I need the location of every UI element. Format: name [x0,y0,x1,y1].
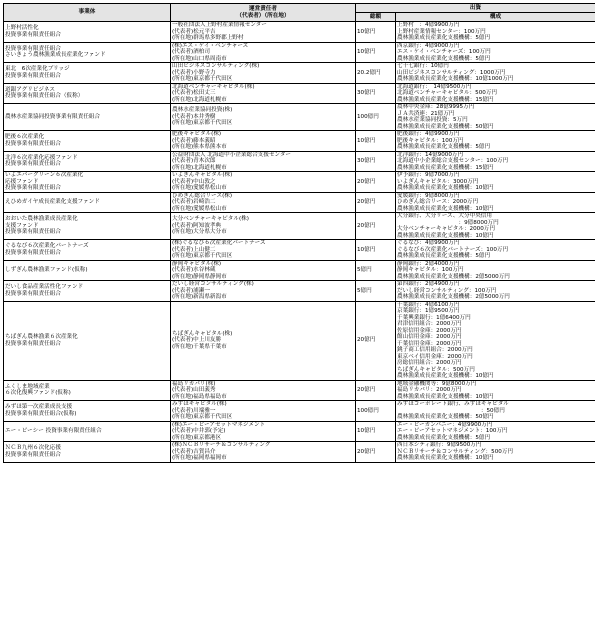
fund-name-cell-line: さいきょう農林漁業成長産業化ファンド [5,52,106,59]
gp-cell-line: (株)エー・ビーアセットマネジメント [172,421,266,428]
gp-cell [171,421,356,442]
composition-cell-line: エス・ケイ・ベンチャーズ：100万円 [397,49,491,55]
total-cell [356,42,396,63]
table-row [4,301,596,380]
composition-cell-line: 千葉信用金庫：2000万円 [397,340,462,347]
composition-cell-line: 房総信用組合：2000万円 [397,360,462,366]
composition-cell-line: 農林水産業協同投資：5万円 [397,117,468,123]
total-cell-value: 100億円 [357,113,379,120]
gp-cell [171,281,356,302]
fund-name-cell [4,421,171,442]
fund-name-cell [4,42,171,63]
composition-cell-line: 農林漁業成長産業化支援機構：5億円 [397,55,491,62]
fund-name-cell-line: 肥後６次産業化 [5,134,45,141]
total-cell-value: 5億円 [357,287,372,294]
total-cell [356,83,396,104]
gp-cell [171,380,356,401]
composition-cell [396,63,596,84]
table-row [4,421,596,442]
gp-cell-line: (代表者)青木次郎 [172,158,216,164]
composition-cell-line: 農林漁業成長産業化支援機構：10億円 [397,232,494,239]
table-row [4,260,596,281]
total-cell [356,301,396,380]
gp-cell-line: (所在地)東京都千代田区 [172,253,233,259]
gp-cell-line: 山田ビジネスコンサルティング(株) [172,63,260,69]
composition-cell-line: ぐるなび６次産業化パートナーズ：100万円 [397,246,509,253]
total-cell [356,380,396,401]
total-cell [356,104,396,131]
total-cell-value: 20.2億円 [357,69,381,76]
fund-name-cell-line: 投資事業有限責任組合 [5,140,61,147]
gp-cell-line: だいし経営コンサルティング(株) [172,281,254,287]
total-cell-value: 10億円 [357,28,376,35]
composition-cell-line: 君津信用組合：2000万円 [397,321,462,327]
composition-cell-line: ＪＡ共済連：21億万円 [397,110,455,117]
composition-cell-line: 西日本シティ銀行：9億9500万円 [397,442,482,448]
fund-name-cell-line: エー・ビーシー 投資事業有限責任組合 [5,428,102,434]
total-cell [356,63,396,84]
fund-name-cell [4,22,171,43]
composition-cell-line: 農林漁業成長産業化支援機構：5億円 [397,253,491,259]
header-gp-text: 運営責任者 （代表者）（所在地） [236,6,290,19]
header-fund: 事業体 [4,4,171,22]
fund-name-cell [4,151,171,172]
gp-cell-line: (代表者)岩崎浩二 [172,199,216,205]
fund-name-cell [4,213,171,240]
composition-cell-line: 農林漁業成長産業化支援機構：10億円 [397,373,494,379]
composition-cell [396,401,596,422]
composition-cell-line: 上野村 ：4億9900万円 [397,22,460,28]
gp-cell [171,240,356,261]
gp-cell-line: (所在地)東京都千代田区 [172,414,233,420]
composition-cell [396,42,596,63]
gp-cell [171,104,356,131]
total-cell [356,22,396,43]
table-row [4,83,596,104]
fund-name-cell [4,380,171,401]
fund-name-cell [4,104,171,131]
composition-cell [396,172,596,193]
gp-cell-line: (所在地)東京都千代田区 [172,120,233,127]
fund-name-cell-line: 投資事業有限責任組合 [5,340,61,347]
total-cell-value: 100億円 [357,407,379,414]
gp-cell [171,172,356,193]
fund-name-cell-line: みずほ第一次産業成長支援 [5,404,73,411]
composition-cell [396,192,596,213]
table-row [4,192,596,213]
total-cell-value: 5億円 [357,267,372,273]
table-row [4,63,596,84]
fund-name-cell [4,172,171,193]
gp-cell-line: (代表者)阿知波孝典 [172,222,222,229]
composition-cell [396,240,596,261]
composition-cell-line: 農林漁業成長産業化支援機構：10億円 [397,455,494,461]
gp-cell-line: (所在地)大分県大分市 [172,229,227,236]
composition-cell-line: 北洋銀行：14億9000万円 [397,151,464,158]
composition-cell-line: 農林漁業成長産業化支援機構：10億円 [397,205,494,212]
fund-name-cell-line: しずぎん農林漁業ファンド(仮称) [5,267,88,273]
gp-cell-line: 北海道ベンチャーキャピタル(株) [172,83,255,90]
total-cell [356,281,396,302]
composition-cell-line: 東京ベイ信用金庫：2000万円 [397,353,473,360]
table-row [4,104,596,131]
table-row [4,281,596,302]
composition-cell-line: 佐原信用金庫：2000万円 [397,327,462,334]
fund-name-cell-line: 投資事業有限責任組合（仮称） [5,93,84,100]
table-row [4,131,596,152]
header-composition: 構成 [396,13,596,22]
fund-name-cell-line: 投資事業有限責任組合(仮称) [5,410,77,417]
composition-cell-line: 銚子商工信用組合：2000万円 [397,347,473,353]
fund-name-cell [4,401,171,422]
composition-cell-line: 静岡キャピタル：100万円 [397,267,464,273]
gp-cell [171,151,356,172]
table-row [4,240,596,261]
fund-name-cell-line: おおいた農林漁業成長産業化 [5,216,78,223]
composition-cell-line: ：9億8000万円 [397,219,499,226]
composition-cell-line: 愛媛銀行：9億8000万円 [397,192,460,199]
gp-cell-line: 農林水産業協同投資(株) [172,107,233,114]
composition-cell-line: エー・ビーカンパニー：4億9900万円 [397,421,493,428]
total-cell-value: 20億円 [357,448,376,455]
gp-cell-line: (所在地)千葉県千葉市 [172,343,227,350]
gp-cell [171,22,356,43]
gp-cell-line: (代表者)上山健二 [172,246,216,253]
composition-cell-line: 北海道銀行： 14億9500万円 [397,83,472,90]
composition-cell [396,421,596,442]
composition-cell-line: 農林漁業成長産業化支援機構：15億円 [397,96,494,103]
gp-cell [171,131,356,152]
composition-cell-line: 農林漁業成長産業化支援機構：15億円 [397,164,494,171]
fund-name-cell-line: 農林水産業協同投資事業有限責任組合 [5,113,101,120]
fund-name-cell [4,260,171,281]
gp-cell [171,260,356,281]
gp-cell [171,63,356,84]
gp-cell-line: (所在地)山口県周南市 [172,55,227,62]
total-cell [356,260,396,281]
composition-cell-line: 農林漁業成長産業化支援機構：50億円 [397,123,494,130]
gp-cell-line: (代表者)松田丈三 [172,90,216,96]
gp-cell-line: (所在地)愛媛県松山市 [172,205,227,212]
composition-cell-line: 大分銀行、大分リース、大分中央信用 [397,213,492,219]
fund-table-container [3,3,595,635]
gp-cell-line: (所在地)東京都千代田区 [172,76,233,82]
fund-name-cell-line: 上野村活性化 [5,25,39,32]
gp-cell-line: ひめぎん総合リース(株) [172,192,233,199]
gp-cell-line: 静岡キャピタル(株) [172,260,222,267]
fund-name-cell-line: 投資事業有限責任組合 [5,229,61,236]
gp-cell [171,401,356,422]
gp-cell-line: (代表者)水谷林蔵 [172,267,216,273]
total-cell-value: 10億円 [357,49,376,55]
gp-cell-line: 一般社団法人上野村産業情報センター [172,22,267,28]
composition-cell-line: ：50億円 [397,407,505,414]
gp-cell-line: (株)ＮＣＢリサーチ＆コンサルティング [172,442,271,448]
gp-cell-line: 肥後キャピタル(株) [172,131,222,137]
composition-cell-line: 農林漁業成長産業化支援機構：5億円 [397,35,491,41]
fund-name-cell-line: 投資事業有限責任組合 [5,290,61,297]
fund-name-cell-line: 投資事業有限責任組合 [5,72,61,79]
gp-cell-line: (代表者)浦瀬一 [172,287,210,294]
composition-cell-line: 館山信用金庫：2000万円 [397,334,462,340]
table-row [4,401,596,422]
gp-cell-line: (所在地)熊本県熊本市 [172,144,227,150]
fund-name-cell-line: 投資事業有限責任組合 [5,161,61,168]
fund-name-cell-line: 道銀アグリビジネス [5,86,56,93]
fund-name-cell [4,83,171,104]
composition-cell-line: 農林漁業成長産業化支援機構：5億円 [397,434,491,441]
composition-cell-line: ＮＣＢリサーチ＆コンサルティング：500万円 [397,448,514,455]
composition-cell-line: 農林漁業成長産業化支援機構：50億円 [397,414,494,420]
total-cell [356,172,396,193]
fund-name-cell-line: ぐるなび６次産業化パートナーズ [5,243,89,250]
total-cell [356,401,396,422]
fund-name-cell-line: ＮＣＢ九州６次化応援 [5,445,61,452]
total-cell-value: 20億円 [357,222,376,229]
fund-name-cell-line: 投資事業有限責任組合 [5,451,61,458]
total-cell [356,213,396,240]
gp-cell-line: (代表者)中山敦之 [172,178,216,185]
composition-cell-line: 農林漁業成長産業化支援機構：2億5000万円 [397,273,510,280]
gp-cell-line: (株)エス・ケイ・ベンチャーズ [172,42,249,49]
total-cell-value: 30億円 [357,158,376,164]
gp-cell [171,83,356,104]
fund-name-cell-line: えひめガイヤ成長産業化支援ファンド [5,199,100,205]
gp-cell-line: (所在地)新潟県新潟市 [172,294,227,300]
table-row [4,42,596,63]
gp-cell [171,301,356,380]
gp-cell-line: 公益財団法人 北海道中小企業総合支援センター [172,151,292,158]
composition-cell-line: 山田ビジネスコンサルティング：1000万円 [397,69,506,76]
fund-name-cell [4,442,171,463]
gp-cell-line: ちばぎんキャピタル(株) [172,330,233,337]
composition-cell-line: 七十七銀行：10億円 [397,63,449,69]
gp-cell-line: (所在地)北海道札幌市 [172,164,227,171]
gp-cell-line: (代表者)吉賀昌介 [172,448,216,455]
fund-name-cell-line: ６次化復興ファンド(仮称) [5,390,71,397]
composition-cell-line: 農林中央金庫：28億9995万円 [397,104,475,110]
composition-cell [396,151,596,172]
composition-cell [396,83,596,104]
composition-cell-line: だいし経営コンサルティング：100万円 [397,287,497,294]
total-cell-value: 30億円 [357,90,376,96]
table-row [4,22,596,43]
total-cell-value: 20億円 [357,199,376,205]
composition-cell-line: 農林漁業成長産業化支援機構：10億円 [397,393,494,400]
gp-cell-line: (代表者)酒柏司 [172,49,210,55]
fund-name-cell-line: 応援ファンド [5,178,39,185]
composition-cell-line: ひめぎん総合リース：2000万円 [397,199,479,205]
table-row [4,442,596,463]
fund-name-cell [4,281,171,302]
gp-cell-line: (株)ぐるなび６次産業化パートナーズ [172,240,266,246]
gp-cell-line: 大分ベンチャーキャピタル(株) [172,216,249,223]
fund-name-cell-line: 投資事業有限責任組合 [5,249,61,256]
gp-cell-line: (所在地)福島県福島市 [172,393,227,400]
composition-cell-line: 大分ベンチャーキャピタル：2000万円 [397,226,495,232]
fund-name-cell-line: ちばぎん農林漁業６次産業化 [5,334,78,340]
composition-cell-line: 農林漁業成長産業化支援機構：2億5000万円 [397,294,510,300]
gp-cell [171,192,356,213]
gp-cell [171,213,356,240]
total-cell-value: 10億円 [357,137,376,144]
gp-cell [171,42,356,63]
composition-cell-line: いよぎんキャピタル：3000万円 [397,178,479,185]
composition-cell-line: 千葉興業銀行：1億6400万円 [397,314,471,321]
total-cell [356,240,396,261]
composition-cell-line: 北海道中小企業総合支援センター：100万円 [397,158,509,164]
table-row [4,213,596,240]
fund-name-cell-line: ふくしま地域産業 [5,383,50,390]
gp-cell-line: (代表者)中井郭(予定) [172,428,226,434]
gp-cell-line: (所在地)東京都港区 [172,434,222,441]
composition-cell-line: みずほコーポレート銀行、みずほキャピタル [397,401,509,407]
header-total: 総額 [356,13,396,22]
fund-table [3,3,595,463]
composition-cell [396,442,596,463]
gp-cell-line: (代表者)山田義秀 [172,387,216,393]
composition-cell-line: 福島リカバリ：2000万円 [397,387,462,393]
fund-name-cell [4,192,171,213]
total-cell [356,131,396,152]
total-cell-value: 10億円 [357,428,376,434]
fund-name-cell-line: 投資事業有限責任組合 [5,31,61,38]
fund-name-cell [4,240,171,261]
composition-cell-line: 農林漁業成長産業化支援機構：5億円 [397,144,491,150]
gp-cell-line: (所在地)静岡県静岡市 [172,273,227,280]
composition-cell [396,380,596,401]
composition-cell-line: 北海道ベンチャーキャピタル：500万円 [397,90,498,96]
total-cell [356,192,396,213]
composition-cell-line: ぐるなび：4億9900万円 [397,240,460,246]
composition-cell [396,260,596,281]
gp-cell-line: いよぎんキャピタル(株) [172,172,233,178]
fund-name-cell [4,301,171,380]
table-row [4,380,596,401]
composition-cell-line: 地域金融機関等：9億8000万円 [397,380,477,387]
total-cell [356,442,396,463]
fund-name-cell-line: だいし食品産業活性化ファンド [5,284,84,291]
gp-cell-line: (所在地)愛媛県松山市 [172,185,227,191]
fund-name-cell-line: 投資事業有限責任組合 [5,185,61,191]
gp-cell-line: (代表者)藤本義昭 [172,137,216,144]
gp-cell-line: (代表者)本井秀樹 [172,113,216,120]
total-cell-value: 20億円 [357,387,376,393]
gp-cell-line: (所在地)北海道札幌市 [172,96,227,103]
composition-cell-line: 千葉銀行：4億6100万円 [397,301,460,308]
header-investment: 出資 [356,4,596,13]
composition-cell [396,131,596,152]
composition-cell-line: ちばぎんキャピタル：500万円 [397,366,475,373]
composition-cell [396,104,596,131]
fund-name-cell [4,131,171,152]
gp-cell-line: (代表者)松元平吉 [172,28,216,35]
composition-cell [396,22,596,43]
composition-cell-line: 上野村産業情報センター：100万円 [397,28,486,35]
composition-cell-line: 農林漁業成長産業化支援機構：10億円 [397,185,494,191]
total-cell-value: 20億円 [357,337,376,344]
gp-cell-line: (所在地)群馬県多野郡上野村 [172,35,244,41]
fund-name-cell-line: 投資事業有限責任組合 [5,45,61,52]
fund-name-cell-line: 東北 6次産業化ブリッジ [5,66,70,73]
composition-cell [396,213,596,240]
total-cell [356,151,396,172]
fund-name-cell-line: いよエバーグリーン６次産業化 [5,172,84,178]
table-row [4,151,596,172]
total-cell-value: 20億円 [357,178,376,185]
composition-cell [396,281,596,302]
gp-cell-line: (代表者)小野寺力 [172,69,216,76]
table-row [4,172,596,193]
composition-cell-line: 京葉銀行：1億9500万円 [397,308,460,314]
header-gp [171,4,356,22]
gp-cell-line: みずほキャピタル(株) [172,401,227,407]
total-cell-value: 10億円 [357,246,376,253]
fund-name-cell-line: 北洋６次産業化応援ファンド [5,154,78,161]
composition-cell-line: 西京銀行：4億9000万円 [397,42,460,49]
composition-cell-line: 肥後銀行：4億9900万円 [397,131,460,137]
gp-cell-line: (代表者)川端雅一 [172,407,216,414]
fund-name-cell [4,63,171,84]
composition-cell-line: 農林漁業成長産業化支援機構：10億1000万円 [397,76,514,82]
composition-cell-line: 肥後キャピタル：100万円 [397,137,464,144]
total-cell [356,421,396,442]
composition-cell [396,301,596,380]
fund-name-cell-line: 支援ファンド [5,222,39,229]
composition-cell-line: 第四銀行：2億4900万円 [397,281,460,287]
composition-cell-line: エー・ビーアセットマネジメント：100万円 [397,428,508,434]
gp-cell-line: (代表者)中上川友勝 [172,337,222,344]
gp-cell-line: 福島リカバリ(株) [172,380,216,387]
composition-cell-line: 伊予銀行：9億7000万円 [397,172,460,178]
gp-cell [171,442,356,463]
composition-cell-line: 静岡銀行：2億4000万円 [397,260,460,267]
gp-cell-line: (所在地)福岡県福岡市 [172,455,227,461]
